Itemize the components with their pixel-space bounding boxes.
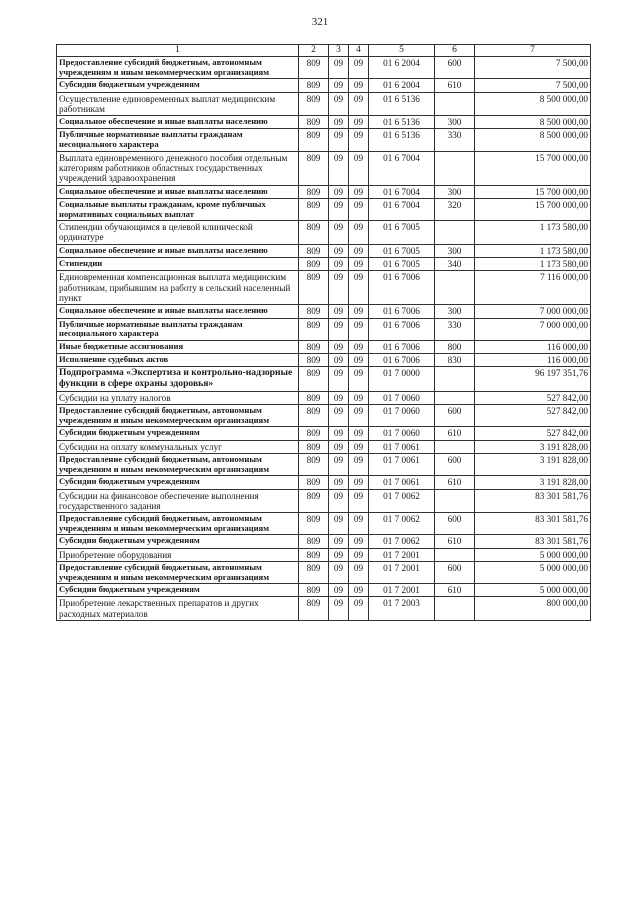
- cell-dept: 809: [299, 440, 329, 453]
- cell-dept: 809: [299, 79, 329, 92]
- cell-section: 09: [329, 57, 349, 79]
- table-row: [57, 305, 591, 318]
- cell-target: 01 7 0061: [369, 453, 435, 475]
- table-row: [57, 584, 591, 597]
- cell-section: 09: [329, 427, 349, 440]
- cell-amount: 527 842,00: [475, 405, 591, 427]
- cell-subsection: 09: [349, 79, 369, 92]
- table-row: [57, 129, 591, 151]
- cell-expense-type: [435, 489, 475, 513]
- cell-section: 09: [329, 221, 349, 245]
- cell-target: 01 7 0061: [369, 440, 435, 453]
- col-header-name: 1: [57, 45, 299, 57]
- cell-section: 09: [329, 151, 349, 185]
- cell-amount: 7 500,00: [475, 57, 591, 79]
- cell-expense-type: 300: [435, 185, 475, 198]
- col-header-subsection: 4: [349, 45, 369, 57]
- cell-dept: 809: [299, 151, 329, 185]
- cell-subsection: 09: [349, 258, 369, 271]
- cell-section: 09: [329, 258, 349, 271]
- cell-name: Иные бюджетные ассигнования: [57, 340, 299, 353]
- cell-subsection: 09: [349, 185, 369, 198]
- cell-dept: 809: [299, 129, 329, 151]
- table-row: [57, 513, 591, 535]
- budget-table: [56, 44, 591, 621]
- cell-subsection: 09: [349, 271, 369, 305]
- cell-expense-type: 300: [435, 116, 475, 129]
- cell-target: 01 6 5136: [369, 92, 435, 116]
- cell-name: Субсидии на оплату коммунальных услуг: [57, 440, 299, 453]
- cell-amount: 83 301 581,76: [475, 535, 591, 548]
- table-row: [57, 440, 591, 453]
- cell-section: 09: [329, 116, 349, 129]
- cell-target: 01 6 7005: [369, 244, 435, 257]
- cell-amount: 8 500 000,00: [475, 129, 591, 151]
- cell-name: Предоставление субсидий бюджетным, автономным учреждениям и иным некоммерческим организациям: [57, 453, 299, 475]
- cell-expense-type: [435, 151, 475, 185]
- cell-section: 09: [329, 453, 349, 475]
- cell-subsection: 09: [349, 561, 369, 583]
- cell-target: 01 6 7006: [369, 354, 435, 367]
- cell-subsection: 09: [349, 244, 369, 257]
- cell-name: Подпрограмма «Экспертиза и контрольно-надзорные функции в сфере охраны здоровья»: [57, 367, 299, 391]
- cell-dept: 809: [299, 318, 329, 340]
- cell-dept: 809: [299, 271, 329, 305]
- cell-name: Субсидии бюджетным учреждениям: [57, 427, 299, 440]
- table-row: [57, 489, 591, 513]
- cell-dept: 809: [299, 453, 329, 475]
- cell-amount: 15 700 000,00: [475, 198, 591, 220]
- cell-section: 09: [329, 535, 349, 548]
- cell-amount: 3 191 828,00: [475, 440, 591, 453]
- cell-expense-type: [435, 367, 475, 391]
- cell-name: Осуществление единовременных выплат медицинским работникам: [57, 92, 299, 116]
- cell-expense-type: 300: [435, 244, 475, 257]
- cell-name: Стипендии: [57, 258, 299, 271]
- cell-target: 01 7 0062: [369, 535, 435, 548]
- cell-amount: 8 500 000,00: [475, 116, 591, 129]
- cell-amount: 3 191 828,00: [475, 453, 591, 475]
- cell-target: 01 6 7005: [369, 258, 435, 271]
- cell-expense-type: 600: [435, 561, 475, 583]
- cell-section: 09: [329, 597, 349, 621]
- cell-dept: 809: [299, 198, 329, 220]
- table-row: [57, 427, 591, 440]
- cell-section: 09: [329, 340, 349, 353]
- cell-amount: 527 842,00: [475, 391, 591, 404]
- cell-subsection: 09: [349, 489, 369, 513]
- cell-expense-type: 600: [435, 453, 475, 475]
- cell-target: 01 6 7005: [369, 221, 435, 245]
- cell-subsection: 09: [349, 129, 369, 151]
- cell-section: 09: [329, 440, 349, 453]
- cell-subsection: 09: [349, 597, 369, 621]
- cell-section: 09: [329, 367, 349, 391]
- cell-dept: 809: [299, 391, 329, 404]
- cell-subsection: 09: [349, 305, 369, 318]
- table-row: [57, 92, 591, 116]
- cell-section: 09: [329, 584, 349, 597]
- cell-name: Социальное обеспечение и иные выплаты населению: [57, 185, 299, 198]
- cell-target: 01 6 2004: [369, 57, 435, 79]
- cell-dept: 809: [299, 57, 329, 79]
- cell-target: 01 6 7004: [369, 151, 435, 185]
- col-header-target: 5: [369, 45, 435, 57]
- table-row: [57, 198, 591, 220]
- cell-name: Приобретение лекарственных препаратов и других расходных материалов: [57, 597, 299, 621]
- cell-amount: 5 000 000,00: [475, 548, 591, 561]
- table-row: [57, 405, 591, 427]
- cell-amount: 7 116 000,00: [475, 271, 591, 305]
- cell-expense-type: 800: [435, 340, 475, 353]
- cell-expense-type: 610: [435, 584, 475, 597]
- cell-dept: 809: [299, 427, 329, 440]
- cell-section: 09: [329, 271, 349, 305]
- cell-target: 01 6 7004: [369, 198, 435, 220]
- cell-dept: 809: [299, 92, 329, 116]
- cell-dept: 809: [299, 476, 329, 489]
- cell-expense-type: [435, 92, 475, 116]
- col-header-dept: 2: [299, 45, 329, 57]
- cell-section: 09: [329, 561, 349, 583]
- cell-target: 01 7 0000: [369, 367, 435, 391]
- cell-dept: 809: [299, 244, 329, 257]
- cell-dept: 809: [299, 305, 329, 318]
- cell-expense-type: 610: [435, 535, 475, 548]
- table-row: [57, 453, 591, 475]
- cell-expense-type: [435, 271, 475, 305]
- cell-expense-type: [435, 440, 475, 453]
- page-number: 321: [311, 16, 329, 28]
- cell-amount: 1 173 580,00: [475, 258, 591, 271]
- cell-section: 09: [329, 129, 349, 151]
- cell-dept: 809: [299, 354, 329, 367]
- cell-name: Субсидии на финансовое обеспечение выполнения государственного задания: [57, 489, 299, 513]
- cell-name: Предоставление субсидий бюджетным, автономным учреждениям и иным некоммерческим организациям: [57, 561, 299, 583]
- cell-name: Субсидии бюджетным учреждениям: [57, 79, 299, 92]
- cell-subsection: 09: [349, 440, 369, 453]
- cell-expense-type: [435, 597, 475, 621]
- cell-amount: 800 000,00: [475, 597, 591, 621]
- cell-amount: 8 500 000,00: [475, 92, 591, 116]
- cell-subsection: 09: [349, 476, 369, 489]
- cell-section: 09: [329, 476, 349, 489]
- cell-expense-type: 600: [435, 57, 475, 79]
- cell-target: 01 6 7006: [369, 305, 435, 318]
- cell-name: Субсидии на уплату налогов: [57, 391, 299, 404]
- cell-name: Субсидии бюджетным учреждениям: [57, 584, 299, 597]
- cell-dept: 809: [299, 405, 329, 427]
- cell-dept: 809: [299, 535, 329, 548]
- cell-name: Приобретение оборудования: [57, 548, 299, 561]
- table-row: [57, 57, 591, 79]
- table-row: [57, 271, 591, 305]
- table-row: [57, 340, 591, 353]
- cell-target: 01 6 5136: [369, 129, 435, 151]
- cell-dept: 809: [299, 584, 329, 597]
- cell-amount: 83 301 581,76: [475, 513, 591, 535]
- cell-target: 01 7 2003: [369, 597, 435, 621]
- cell-subsection: 09: [349, 221, 369, 245]
- cell-name: Социальное обеспечение и иные выплаты населению: [57, 244, 299, 257]
- cell-name: Предоставление субсидий бюджетным, автономным учреждениям и иным некоммерческим организациям: [57, 405, 299, 427]
- cell-dept: 809: [299, 597, 329, 621]
- cell-target: 01 6 7006: [369, 271, 435, 305]
- cell-target: 01 7 2001: [369, 584, 435, 597]
- cell-subsection: 09: [349, 318, 369, 340]
- cell-dept: 809: [299, 258, 329, 271]
- table-body: [57, 57, 591, 621]
- cell-amount: 5 000 000,00: [475, 584, 591, 597]
- cell-dept: 809: [299, 116, 329, 129]
- cell-target: 01 7 2001: [369, 548, 435, 561]
- cell-name: Единовременная компенсационная выплата медицинским работникам, прибывшим на работу в сельский населенный пункт: [57, 271, 299, 305]
- cell-amount: 116 000,00: [475, 340, 591, 353]
- col-header-amount: 7: [475, 45, 591, 57]
- cell-section: 09: [329, 405, 349, 427]
- table-row: [57, 561, 591, 583]
- cell-amount: 7 000 000,00: [475, 318, 591, 340]
- cell-dept: 809: [299, 367, 329, 391]
- cell-target: 01 7 0060: [369, 391, 435, 404]
- cell-target: 01 6 5136: [369, 116, 435, 129]
- table-row: [57, 221, 591, 245]
- cell-section: 09: [329, 354, 349, 367]
- cell-amount: 15 700 000,00: [475, 151, 591, 185]
- table-row: [57, 535, 591, 548]
- table-row: [57, 116, 591, 129]
- cell-subsection: 09: [349, 92, 369, 116]
- table-row: [57, 354, 591, 367]
- cell-amount: 527 842,00: [475, 427, 591, 440]
- cell-name: Социальные выплаты гражданам, кроме публичных нормативных социальных выплат: [57, 198, 299, 220]
- table-row: [57, 79, 591, 92]
- table-row: [57, 597, 591, 621]
- cell-amount: 83 301 581,76: [475, 489, 591, 513]
- cell-name: Исполнение судебных актов: [57, 354, 299, 367]
- cell-amount: 3 191 828,00: [475, 476, 591, 489]
- cell-expense-type: 610: [435, 476, 475, 489]
- cell-target: 01 7 0062: [369, 489, 435, 513]
- cell-subsection: 09: [349, 405, 369, 427]
- cell-subsection: 09: [349, 584, 369, 597]
- cell-subsection: 09: [349, 427, 369, 440]
- cell-section: 09: [329, 391, 349, 404]
- table-row: [57, 258, 591, 271]
- cell-name: Выплата единовременного денежного пособия отдельным категориям работников областных государственных учреждений здравоохранения: [57, 151, 299, 185]
- cell-amount: 7 000 000,00: [475, 305, 591, 318]
- cell-name: Социальное обеспечение и иные выплаты населению: [57, 305, 299, 318]
- table-row: [57, 476, 591, 489]
- cell-subsection: 09: [349, 535, 369, 548]
- table-row: [57, 151, 591, 185]
- cell-expense-type: [435, 391, 475, 404]
- table-row: [57, 185, 591, 198]
- cell-expense-type: 610: [435, 427, 475, 440]
- cell-expense-type: [435, 221, 475, 245]
- cell-dept: 809: [299, 513, 329, 535]
- table-header-row: [57, 45, 591, 57]
- cell-expense-type: [435, 548, 475, 561]
- cell-target: 01 7 0060: [369, 405, 435, 427]
- cell-section: 09: [329, 305, 349, 318]
- cell-expense-type: 600: [435, 405, 475, 427]
- cell-dept: 809: [299, 221, 329, 245]
- cell-amount: 1 173 580,00: [475, 244, 591, 257]
- cell-subsection: 09: [349, 367, 369, 391]
- cell-subsection: 09: [349, 391, 369, 404]
- cell-section: 09: [329, 244, 349, 257]
- col-header-expense-type: 6: [435, 45, 475, 57]
- cell-subsection: 09: [349, 116, 369, 129]
- cell-expense-type: 320: [435, 198, 475, 220]
- cell-amount: 15 700 000,00: [475, 185, 591, 198]
- cell-dept: 809: [299, 561, 329, 583]
- cell-section: 09: [329, 548, 349, 561]
- cell-section: 09: [329, 92, 349, 116]
- cell-amount: 116 000,00: [475, 354, 591, 367]
- cell-dept: 809: [299, 340, 329, 353]
- table-row: [57, 244, 591, 257]
- cell-amount: 5 000 000,00: [475, 561, 591, 583]
- cell-target: 01 6 7004: [369, 185, 435, 198]
- cell-expense-type: 600: [435, 513, 475, 535]
- cell-name: Субсидии бюджетным учреждениям: [57, 476, 299, 489]
- cell-name: Предоставление субсидий бюджетным, автономным учреждениям и иным некоммерческим организациям: [57, 513, 299, 535]
- cell-section: 09: [329, 198, 349, 220]
- cell-expense-type: 610: [435, 79, 475, 92]
- cell-dept: 809: [299, 185, 329, 198]
- cell-expense-type: 300: [435, 305, 475, 318]
- cell-subsection: 09: [349, 354, 369, 367]
- cell-target: 01 6 7006: [369, 318, 435, 340]
- cell-expense-type: 340: [435, 258, 475, 271]
- cell-name: Стипендии обучающимся в целевой клинической ординатуре: [57, 221, 299, 245]
- cell-name: Публичные нормативные выплаты гражданам несоциального характера: [57, 129, 299, 151]
- cell-amount: 1 173 580,00: [475, 221, 591, 245]
- cell-name: Субсидии бюджетным учреждениям: [57, 535, 299, 548]
- cell-amount: 7 500,00: [475, 79, 591, 92]
- cell-section: 09: [329, 318, 349, 340]
- table-row: [57, 548, 591, 561]
- cell-target: 01 7 0061: [369, 476, 435, 489]
- cell-subsection: 09: [349, 198, 369, 220]
- cell-subsection: 09: [349, 548, 369, 561]
- cell-amount: 96 197 351,76: [475, 367, 591, 391]
- cell-target: 01 6 7006: [369, 340, 435, 353]
- cell-dept: 809: [299, 489, 329, 513]
- cell-target: 01 7 0062: [369, 513, 435, 535]
- table-row: [57, 367, 591, 391]
- cell-section: 09: [329, 185, 349, 198]
- cell-dept: 809: [299, 548, 329, 561]
- cell-subsection: 09: [349, 340, 369, 353]
- cell-expense-type: 330: [435, 129, 475, 151]
- cell-section: 09: [329, 513, 349, 535]
- col-header-section: 3: [329, 45, 349, 57]
- table-row: [57, 318, 591, 340]
- cell-section: 09: [329, 79, 349, 92]
- cell-subsection: 09: [349, 57, 369, 79]
- cell-expense-type: 830: [435, 354, 475, 367]
- cell-subsection: 09: [349, 151, 369, 185]
- cell-target: 01 7 0060: [369, 427, 435, 440]
- table-row: [57, 391, 591, 404]
- cell-subsection: 09: [349, 453, 369, 475]
- cell-section: 09: [329, 489, 349, 513]
- cell-name: Социальное обеспечение и иные выплаты населению: [57, 116, 299, 129]
- cell-name: Публичные нормативные выплаты гражданам несоциального характера: [57, 318, 299, 340]
- cell-subsection: 09: [349, 513, 369, 535]
- cell-name: Предоставление субсидий бюджетным, автономным учреждениям и иным некоммерческим организациям: [57, 57, 299, 79]
- cell-target: 01 6 2004: [369, 79, 435, 92]
- cell-expense-type: 330: [435, 318, 475, 340]
- cell-target: 01 7 2001: [369, 561, 435, 583]
